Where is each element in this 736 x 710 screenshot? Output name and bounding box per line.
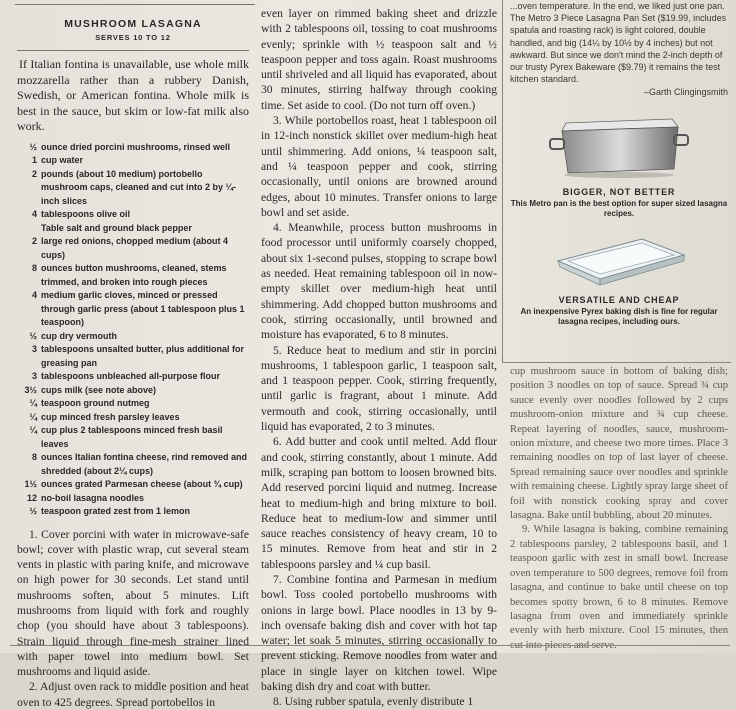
method-step: 7. Combine fontina and Parmesan in medium bowl. Toss cooled portobello mushrooms with onions in large bowl. Place noodles in 13 by 9-inch ovensafe baking dish and cover with hot tap water; let soak 5 minutes, stirring occasionally to prevent sticking. Remove noodles from water and place in single layer on kitchen towel. Wipe baking dish dry and coat with butter. [261, 572, 497, 694]
ingredient-text: Table salt and ground black pepper [41, 222, 249, 236]
ingredient-text: ounces button mushrooms, cleaned, stems trimmed, and broken into rough pieces [41, 262, 249, 289]
method-step: 1. Cover porcini with water in microwave-safe bowl; cover with plastic wrap, cut several steam vents in plastic with paring knife, and microwave on high power for 30 seconds. Let stand until mushrooms soften, about 5 minutes. Lift mushrooms from liquid with fork and roughly chop (you should have about 3 tablespoons). Strain liquid through fine-mesh strainer lined with paper towel into medium bowl. Set mushrooms and liquid aside. [17, 527, 249, 680]
sidebar [510, 0, 728, 327]
ingredient-item [17, 397, 249, 411]
method-step: 2. Adjust oven rack to middle position and heat oven to 425 degrees. Spread portobellos in [17, 679, 249, 710]
method-step: 3. While portobellos roast, heat 1 tablespoon oil in 12-inch nonstick skillet over medium-high heat until shimmering. Add onions, ¼ teaspoon salt, and ¼ teaspoon pepper and cook, stirring occasionally, until onions are browned around edges, about 10 minutes. Transfer onions to large bowl and set aside. [261, 113, 497, 220]
ingredient-item [17, 154, 249, 168]
ingredient-qty [17, 222, 41, 236]
ingredient-text: teaspoon grated zest from 1 lemon [41, 505, 249, 519]
ingredient-qty: 4 [17, 289, 41, 330]
ingredient-text: cup plus 2 tablespoons minced fresh basil leaves [41, 424, 249, 451]
ingredient-qty: 2 [17, 168, 41, 209]
title-divider [17, 50, 249, 51]
steps-column-2 [261, 6, 497, 710]
sidebar-text [510, 0, 728, 99]
ingredient-qty: 3½ [17, 384, 41, 398]
ingredient-text: cup dry vermouth [41, 330, 249, 344]
ingredient-qty: ¼ [17, 424, 41, 451]
method-step: even layer on rimmed baking sheet and drizzle with 2 tablespoons oil, tossing to coat mushrooms evenly; sprinkle with ½ teaspoon salt and ½ teaspoon pepper and toss again. Roast mushrooms until shriveled and all liquid has evaporated, about 30 minutes, stirring halfway through cooking time. Set aside to cool. (Do not turn off oven.) [261, 6, 497, 113]
ingredient-item [17, 289, 249, 330]
caption-title-2: VERSATILE AND CHEAP [510, 295, 728, 305]
ingredient-qty: ½ [17, 505, 41, 519]
ingredient-text: tablespoons olive oil [41, 208, 249, 222]
ingredient-text: cups milk (see note above) [41, 384, 249, 398]
ingredient-item [17, 411, 249, 425]
ingredient-qty: ½ [17, 141, 41, 155]
caption-text-2: An inexpensive Pyrex baking dish is fine for regular lasagna recipes, including ours. [510, 307, 728, 327]
method-step: 6. Add butter and cook until melted. Add flour and cook, stirring constantly, about 1 minute. Add milk, scraping pan bottom to loosen browned bits. Add reserved porcini liquid and nutmeg. Increase heat to medium-high and bring mixture to boil. Reduce heat to medium-low and simmer until sauce reaches consistency of heavy cream, 10 to 15 minutes. Remove from heat and stir in 2 tablespoons parsley and ¼ cup basil. [261, 434, 497, 572]
method-step: cup mushroom sauce in bottom of baking dish; position 3 noodles on top of sauce. Spread ¾ cup sauce evenly over noodles followed by 2 cups mushroom-onion mixture and ¾ cup cheese. Repeat layering of noodles, sauce, mushroom-onion mixture, and cheese two more times. Place 3 remaining noodles on top of last layer of cheese. Spread remaining sauce over noodles and sprinkle with remaining cheese. Lightly spray large sheet of foil with nonstick cooking spray and cover lasagna. Bake until bubbling, about 20 minutes. [510, 365, 728, 523]
ingredient-text: tablespoons unbleached all-purpose flour [41, 370, 249, 384]
ingredient-item [17, 343, 249, 370]
ingredient-qty: 3 [17, 343, 41, 370]
ingredient-text: pounds (about 10 medium) portobello mushroom caps, cleaned and cut into 2 by ¼-inch slices [41, 168, 249, 209]
ingredient-text: teaspoon ground nutmeg [41, 397, 249, 411]
steps-column-1 [17, 527, 249, 710]
steps-column-3 [510, 365, 728, 653]
caption-title-1: BIGGER, NOT BETTER [510, 187, 728, 197]
column-1 [17, 8, 249, 710]
ingredient-text: no-boil lasagna noodles [41, 492, 249, 506]
ingredient-item [17, 168, 249, 209]
ingredient-qty: 8 [17, 262, 41, 289]
top-rule [15, 4, 255, 5]
ingredient-qty: ¼ [17, 397, 41, 411]
sidebar-signature: –Garth Clingingsmith [510, 86, 728, 98]
recipe-serves: SERVES 10 TO 12 [17, 33, 249, 42]
recipe-title: MUSHROOM LASAGNA [17, 18, 249, 30]
ingredient-text: tablespoons unsalted butter, plus additional for greasing pan [41, 343, 249, 370]
ingredient-text: large red onions, chopped medium (about 4 cups) [41, 235, 249, 262]
ingredient-qty: 8 [17, 451, 41, 478]
ingredient-item [17, 492, 249, 506]
ingredient-item [17, 451, 249, 478]
bottom-rule [10, 645, 730, 646]
ingredient-text: ounces Italian fontina cheese, rind removed and shredded (about 2¼ cups) [41, 451, 249, 478]
ingredient-qty: 4 [17, 208, 41, 222]
caption-text-1: This Metro pan is the best option for super sized lasagna recipes. [510, 199, 728, 219]
ingredient-item [17, 208, 249, 222]
ingredient-text: ounce dried porcini mushrooms, rinsed well [41, 141, 249, 155]
ingredient-item [17, 141, 249, 155]
ingredient-qty: 12 [17, 492, 41, 506]
ingredient-text: cup water [41, 154, 249, 168]
metro-pan-icon [544, 113, 694, 179]
ingredient-qty: ¼ [17, 411, 41, 425]
ingredient-list [17, 141, 249, 519]
ingredient-item [17, 505, 249, 519]
method-step: 8. Using rubber spatula, evenly distribute 1 [261, 694, 497, 709]
ingredient-item [17, 262, 249, 289]
method-step: 4. Meanwhile, process button mushrooms in food processor until uniformly coarsely chopped, about six 1-second pulses, stopping to scrape bowl as needed. Heat remaining tablespoon oil in now-empty skillet over medium-high heat until shimmering. Add chopped button mushrooms and cook, stirring occasionally, until browned and moisture has evaporated, 6 to 8 minutes. [261, 220, 497, 342]
method-step: 5. Reduce heat to medium and stir in porcini mushrooms, 1 tablespoon garlic, 1 teaspoon salt, and 1 teaspoon pepper. Cook, stirring frequently, until garlic is fragrant, about 1 minute. Add vermouth and cook, stirring occasionally, until liquid has evaporated, 2 to 3 minutes. [261, 343, 497, 435]
ingredient-item [17, 424, 249, 451]
ingredient-item [17, 235, 249, 262]
method-step: 9. While lasagna is baking, combine remaining 2 tablespoons parsley, 2 tablespoons basil, and 1 teaspoon garlic with zest in small bowl. Increase oven temperature to 500 degrees, remove foil from lasagna, and continue to bake until cheese on top becomes spotty brown, 6 to 8 minutes. Remove lasagna from oven and immediately sprinkle evenly with herb mixture. Cool 15 minutes, then cut into pieces and serve. [510, 523, 728, 653]
ingredient-qty: 3 [17, 370, 41, 384]
ingredient-item [17, 222, 249, 236]
pyrex-dish-icon [544, 233, 694, 289]
ingredient-qty: 2 [17, 235, 41, 262]
ingredient-qty: 1½ [17, 478, 41, 492]
ingredient-item [17, 370, 249, 384]
recipe-intro: If Italian fontina is unavailable, use whole milk mozzarella rather than a rubbery Danish, Swedish, or American fontina. Whole milk is best in the sauce, but skim or low-fat milk also work. [17, 57, 249, 135]
ingredient-item [17, 330, 249, 344]
sidebar-body: ...oven temperature. In the end, we liked just one pan. The Metro 3 Piece Lasagna Pan Set ($19.99, includes spatula and roasting rack) is light colored, double handled, and big (14¼ by 10½ by 4 inches) but not awkward. But since we don't mind the 2-inch depth of our trusty Pyrex Bakeware ($9.79) it remains the test kitchen standard. [510, 1, 726, 84]
ingredient-qty: 1 [17, 154, 41, 168]
ingredient-text: ounces grated Parmesan cheese (about ¾ cup) [41, 478, 249, 492]
ingredient-text: medium garlic cloves, minced or pressed through garlic press (about 1 tablespoon plus 1 teaspoon) [41, 289, 249, 330]
ingredient-text: cup minced fresh parsley leaves [41, 411, 249, 425]
ingredient-item [17, 478, 249, 492]
ingredient-qty: ½ [17, 330, 41, 344]
ingredient-item [17, 384, 249, 398]
